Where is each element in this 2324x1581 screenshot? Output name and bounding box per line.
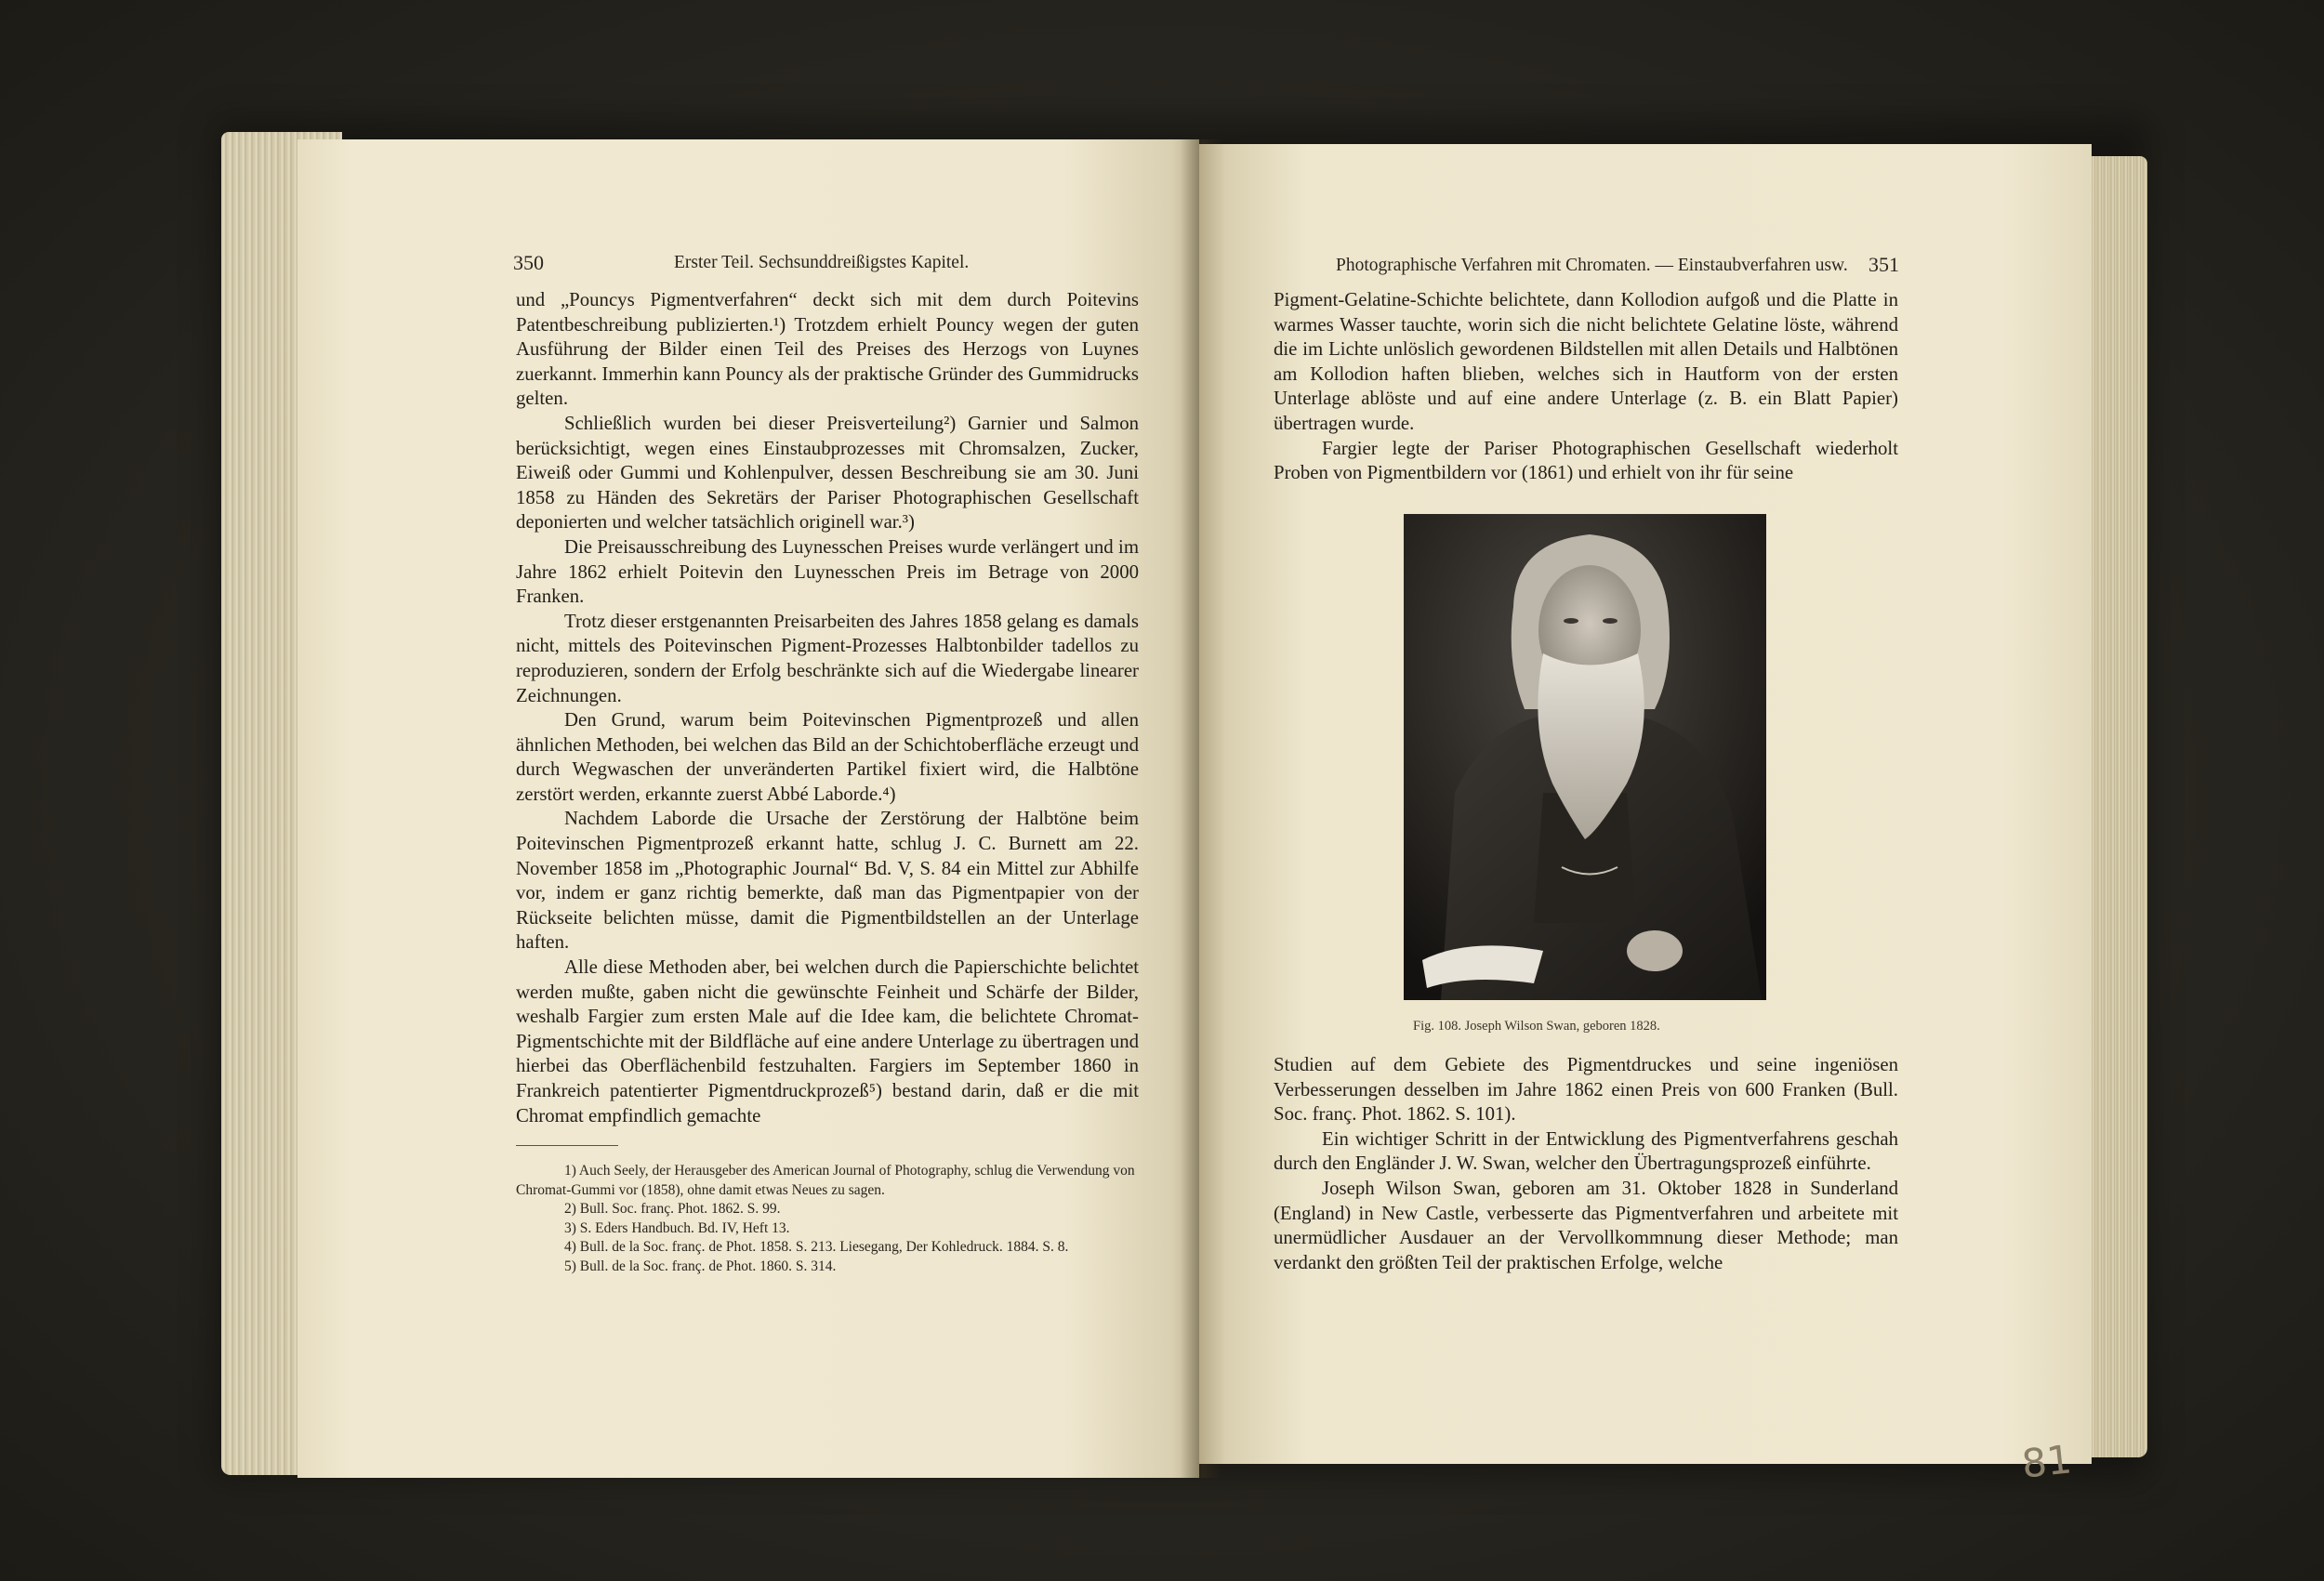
paragraph: Studien auf dem Gebiete des Pigmentdruckes und seine ingeniösen Verbesserungen desselben im Jahre 1862 einen Preis von 600 Franken (Bull. Soc. franç. Phot. 1862. S. 101). <box>1274 1054 1898 1126</box>
right-page-number: 351 <box>1868 253 1899 276</box>
paragraph: Die Preisausschreibung des Luynesschen Preises wurde verlängert und im Jahre 1862 erhielt Poitevin den Luynesschen Preis im Betrage von 2000 Franken. <box>516 535 1139 608</box>
left-page-number: 350 <box>513 251 544 274</box>
footnote: 4) Bull. de la Soc. franç. de Phot. 1858. S. 213. Liesegang, Der Kohledruck. 1884. S. 8. <box>564 1239 1069 1255</box>
paragraph: Ein wichtiger Schritt in der Entwicklung des Pigmentverfahrens geschah durch den Engländer J. W. Swan, welcher den Übertragungsprozeß einführte. <box>1274 1127 1898 1175</box>
footnote: 1) Auch Seely, der Herausgeber des American Journal of Photography, schlug die Verwendung von Chromat-Gummi vor (1858), ohne damit etwas Neues zu sagen. <box>516 1163 1135 1198</box>
footnote: 3) S. Eders Handbuch. Bd. IV, Heft 13. <box>564 1219 790 1236</box>
paragraph: und „Pouncys Pigmentverfahren“ deckt sich mit dem durch Poitevins Patentbeschreibung publizierten.¹) Trotzdem erhielt Pouncy wegen der guten Ausführung der Bilder einen Teil des Preises des Herzogs von Luynes zuerkannt. Immerhin kann Pouncy als der praktische Gründer des Gummidrucks gelten. <box>516 289 1139 410</box>
left-footnotes <box>516 1162 1139 1276</box>
footnote: 5) Bull. de la Soc. franç. de Phot. 1860. S. 314. <box>564 1258 837 1274</box>
portrait-illustration <box>1404 514 1766 1000</box>
paragraph: Alle diese Methoden aber, bei welchen durch die Papierschichte belichtet werden mußte, gaben nicht die gewünschte Feinheit und Schärfe der Bilder, weshalb Fargier zum ersten Male auf die Idee kam, die belichtete Chromat-Pigmentschichte mit der Bildfläche auf eine andere Unterlage zu übertragen und hierbei das Oberflächenbild festzuhalten. Fargiers im September 1860 in Frankreich patentierter Pigmentdruckprozeß⁵) bestand darin, daß er die mit Chromat empfindlich gemachte <box>516 956 1139 1126</box>
left-running-head: Erster Teil. Sechsunddreißigstes Kapitel. <box>674 253 970 272</box>
paragraph: Trotz dieser erstgenannten Preisarbeiten des Jahres 1858 gelang es damals nicht, mittels des Poitevinschen Pigment-Prozesses Halbtonbilder tadellos zu reproduzieren, sondern der Erfolg beschränkte sich auf die Wiedergabe linearer Zeichnungen. <box>516 610 1139 706</box>
right-body-text-top <box>1274 288 1898 486</box>
paragraph: Nachdem Laborde die Ursache der Zerstörung der Halbtöne beim Poitevinschen Pigmentprozeß erkannt hatte, schlug J. C. Burnett am 22. November 1858 im „Photographic Journal“ Bd. V, S. 84 ein Mittel zur Abhilfe vor, indem er ganz richtig bemerkte, daß man das Pigmentpapier von der Rückseite belichten müsse, damit die Pigmentbildstellen an der Unterlage haften. <box>516 808 1139 954</box>
paragraph: Den Grund, warum beim Poitevinschen Pigmentprozeß und allen ähnlichen Methoden, bei welchen das Bild an der Schichtoberfläche erzeugt und durch Wegwaschen der unveränderten Partikel fixiert wird, die Halbtöne zerstört werden, erkannte zuerst Abbé Laborde.⁴) <box>516 709 1139 805</box>
paragraph: Pigment-Gelatine-Schichte belichtete, dann Kollodion aufgoß und die Platte in warmes Wasser tauchte, worin sich die nicht belichtete Gelatine löste, während die im Lichte unlöslich gewordenen Bildstellen mit allen Details und Halbtönen am Kollodion haften blieben, welches sich in Hautform von der ersten Unterlage ablöste und auf eine andere Unterlage (z. B. ein Blatt Papier) übertragen wurde. <box>1274 289 1898 434</box>
portrait-photograph <box>1404 514 1766 1000</box>
right-running-head: Photographische Verfahren mit Chromaten. — Einstaubverfahren usw. <box>1336 256 1848 275</box>
paragraph: Fargier legte der Pariser Photographischen Gesellschaft wiederholt Proben von Pigmentbildern vor (1861) und erhielt von ihr für seine <box>1274 437 1898 484</box>
figure-caption: Fig. 108. Joseph Wilson Swan, geboren 1828. <box>1413 1019 1660 1034</box>
paragraph: Schließlich wurden bei dieser Preisverteilung²) Garnier und Salmon berücksichtigt, wegen eines Einstaubprozesses mit Chromsalzen, Zucker, Eiweiß oder Gummi und Kohlenpulver, dessen Beschreibung sie am 30. Juni 1858 zu Händen des Sekretärs der Pariser Photographischen Gesellschaft deponierten und welcher tatsächlich originell war.³) <box>516 412 1139 534</box>
right-body-text-bottom <box>1274 1053 1898 1275</box>
left-body-text <box>516 288 1139 1128</box>
footnote-rule <box>516 1145 618 1146</box>
paragraph: Joseph Wilson Swan, geboren am 31. Oktober 1828 in Sunderland (England) in New Castle, verbesserte das Pigmentverfahren und arbeitete mit unermüdlicher Ausdauer an der Vervollkommnung dieser Methode; man verdankt den größten Teil der praktischen Erfolge, welche <box>1274 1177 1898 1273</box>
page-edges-right <box>2082 156 2147 1457</box>
pencil-annotation: 81 <box>2019 1436 2074 1487</box>
footnote: 2) Bull. Soc. franç. Phot. 1862. S. 99. <box>564 1201 781 1217</box>
